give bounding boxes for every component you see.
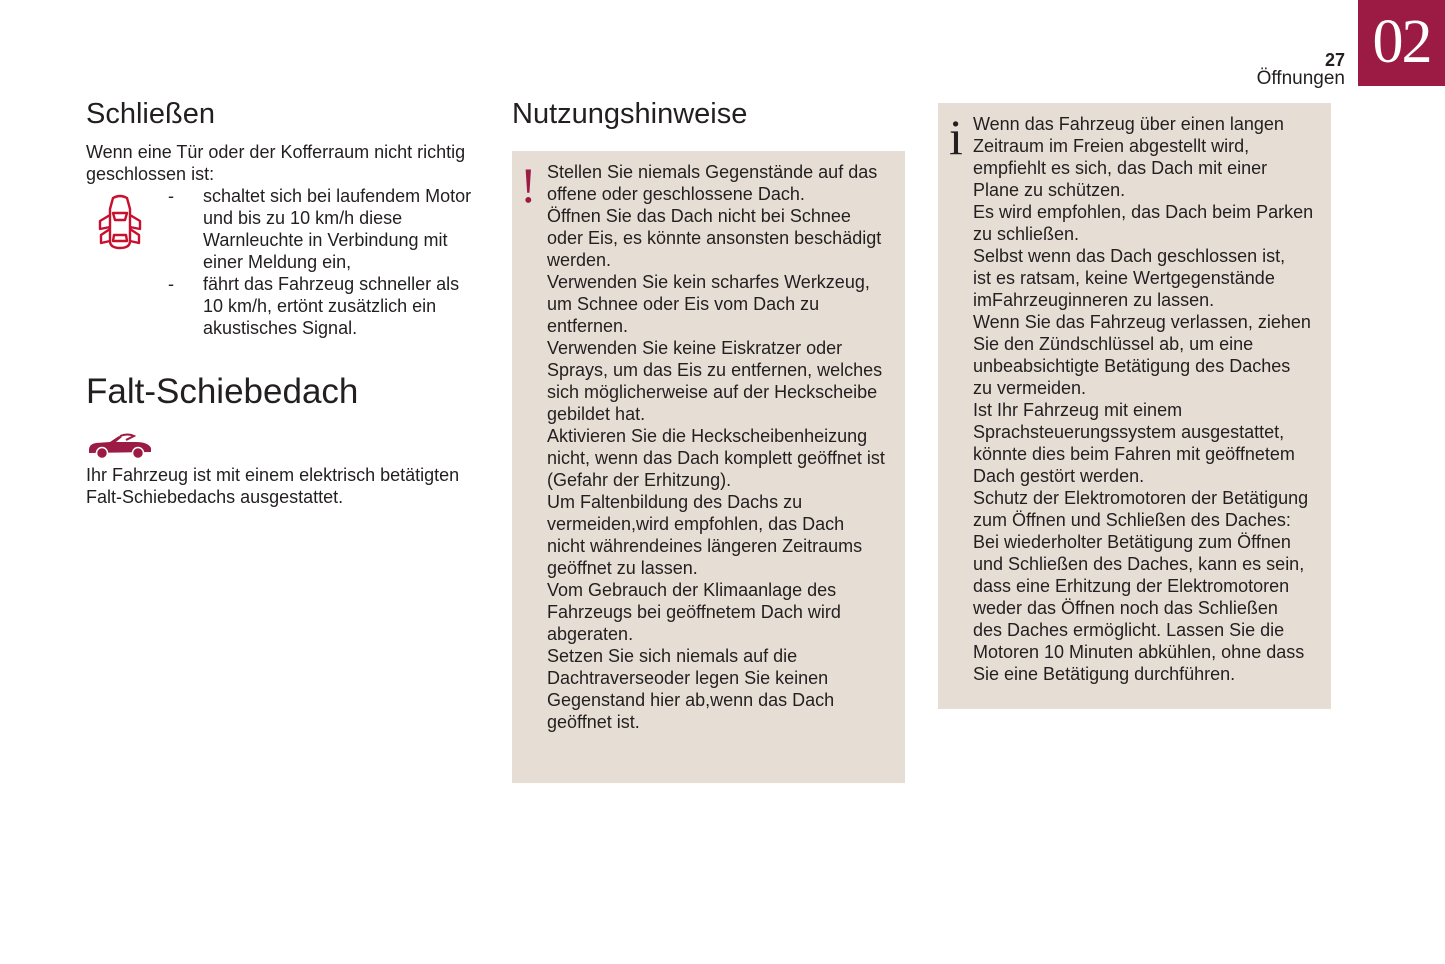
- chapter-tab: 02: [1358, 0, 1445, 86]
- closing-intro: Wenn eine Tür oder der Kofferraum nicht richtig geschlossen ist:: [86, 142, 466, 184]
- convertible-car-icon: [86, 430, 154, 460]
- closing-bullet-2: fährt das Fahrzeug schneller als 10 km/h, ertönt zusätzlich ein akustisches Signal.: [203, 274, 460, 338]
- closing-heading: Schließen: [86, 98, 215, 130]
- section-title: Öffnungen: [1256, 68, 1345, 89]
- warning-text: Stellen Sie niemals Gegenstände auf das offene oder geschlossene Dach. Öffnen Sie das Dach nicht bei Schnee oder Eis, es könnte ansonsten beschädigt werden. Verwenden Sie kein scharfes Werkzeug, um Schnee oder Eis vom Dach zu entfernen. Verwenden Sie keine Eiskratzer oder Sprays, um das Eis zu entfernen, welches sich möglicherweise auf der Heckscheibe gebildet hat. Aktivieren Sie die Heckscheibenheizung nicht, wenn das Dach komplett geöffnet ist (Gefahr der Erhitzung). Um Faltenbildung des Dachs zu vermeiden,wird empfohlen, das Dach nicht währendeines längeren Zeitraums geöffnet zu lassen. Vom Gebrauch der Klimaanlage des Fahrzeugs bei geöffnetem Dach wird abgeraten. Setzen Sie sich niemals auf die Dachtraverseoder legen Sie keinen Gegenstand hier ab,wenn das Dach geöffnet ist.: [547, 162, 885, 732]
- bullet-mark: -: [168, 186, 174, 206]
- info-icon: i: [949, 109, 963, 165]
- info-text: Wenn das Fahrzeug über einen langen Zeitraum im Freien abgestellt wird, empfiehlt es sich, das Dach mit einer Plane zu schützen. Es wird empfohlen, das Dach beim Parken zu schließen. Selbst wenn das Dach geschlossen ist, ist es ratsam, keine Wertgegenstände imFahrzeuginneren zu lassen. Wenn Sie das Fahrzeug verlassen, ziehen Sie den Zündschlüssel ab, um eine unbeabsichtigte Betätigung des Daches zu vermeiden. Ist Ihr Fahrzeug mit einem Sprachsteuerungssystem ausgestattet, könnte dies beim Fahren mit geöffnetem Dach gestört werden. Schutz der Elektromotoren der Betätigung zum Öffnen und Schließen des Daches: Bei wiederholter Betätigung zum Öffnen und Schließen des Daches, kann es sein, dass eine Erhitzung der Elektromotoren weder das Öffnen noch das Schließen des Daches ermöglicht. Lassen Sie die Motoren 10 Minuten abkühlen, ohne dass Sie eine Betätigung durchführen.: [973, 114, 1314, 684]
- warning-icon: !: [520, 157, 537, 213]
- page-number: 27: [1324, 50, 1345, 70]
- closing-bullet-1: schaltet sich bei laufendem Motor und bis zu 10 km/h diese Warnleuchte in Verbindung mit einer Meldung ein,: [203, 186, 472, 272]
- open-door-warning-icon: [96, 193, 144, 253]
- roof-heading: Falt-Schiebedach: [86, 372, 359, 411]
- bullet-mark: -: [168, 274, 174, 294]
- usage-heading: Nutzungshinweise: [512, 98, 748, 130]
- roof-text: Ihr Fahrzeug ist mit einem elektrisch betätigten Falt-Schiebedachs ausgestattet.: [86, 465, 460, 507]
